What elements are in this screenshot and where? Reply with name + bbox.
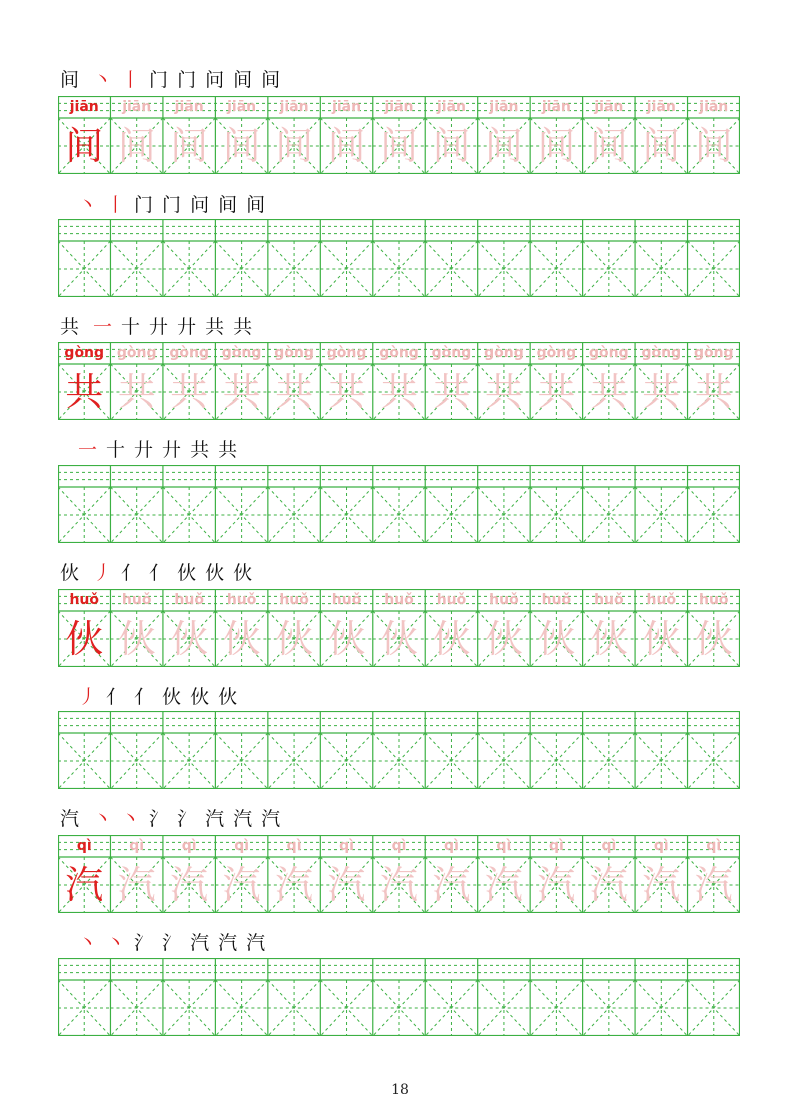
pinyin-trace: huǒ bbox=[331, 592, 362, 608]
stroke-step: 丨 bbox=[121, 69, 141, 91]
trace-character[interactable]: 间 bbox=[484, 124, 523, 168]
pinyin-trace: gòng bbox=[536, 345, 577, 361]
stroke-step: 廾 bbox=[149, 316, 169, 338]
trace-character[interactable]: 伙 bbox=[170, 617, 209, 661]
pinyin-trace: jiān bbox=[384, 99, 414, 115]
stroke-step: 汽 bbox=[205, 808, 225, 830]
stroke-step: 廾 bbox=[177, 316, 197, 338]
stroke-step: 丶 bbox=[78, 932, 98, 954]
stroke-step: 氵 bbox=[177, 808, 197, 830]
stroke-step: 伙 bbox=[177, 562, 197, 584]
trace-character[interactable]: 汽 bbox=[170, 863, 209, 907]
trace-character[interactable]: 汽 bbox=[432, 863, 471, 907]
pinyin-trace: huǒ bbox=[646, 592, 677, 608]
pinyin-trace: gòng bbox=[589, 345, 629, 361]
stroke-step: 间 bbox=[218, 194, 238, 216]
trace-character[interactable]: 伙 bbox=[222, 617, 261, 661]
pinyin-trace: qì bbox=[548, 838, 564, 854]
model-character: 汽 bbox=[65, 863, 104, 907]
pinyin-trace: huǒ bbox=[384, 592, 414, 608]
stroke-step: 亻 bbox=[134, 686, 154, 708]
pinyin-trace: gòng bbox=[641, 345, 682, 361]
stroke-step: 氵 bbox=[134, 932, 154, 954]
trace-character[interactable]: 共 bbox=[117, 370, 156, 414]
stroke-step: 廾 bbox=[134, 439, 154, 461]
stroke-step: 丨 bbox=[106, 194, 126, 216]
stroke-step: 丶 bbox=[78, 194, 98, 216]
trace-character[interactable]: 共 bbox=[170, 370, 209, 414]
pinyin-trace: gòng bbox=[326, 345, 367, 361]
trace-character[interactable]: 汽 bbox=[380, 863, 419, 907]
pinyin-trace: qì bbox=[653, 838, 669, 854]
trace-character[interactable]: 间 bbox=[327, 124, 366, 168]
stroke-step: 丶 bbox=[121, 808, 141, 830]
pinyin-trace: huǒ bbox=[121, 592, 152, 608]
pinyin-trace: qì bbox=[706, 838, 722, 854]
trace-character[interactable]: 间 bbox=[589, 124, 628, 168]
pinyin-trace: gòng bbox=[484, 345, 524, 361]
trace-character[interactable]: 伙 bbox=[642, 617, 681, 661]
trace-character[interactable]: 共 bbox=[537, 370, 576, 414]
pinyin-label: gòng bbox=[64, 345, 105, 361]
stroke-step: 伙 bbox=[162, 686, 182, 708]
pinyin-trace: qì bbox=[339, 838, 354, 854]
pinyin-trace: jiān bbox=[489, 99, 519, 115]
pinyin-trace: jiān bbox=[594, 99, 624, 115]
stroke-step: 氵 bbox=[149, 808, 169, 830]
trace-character[interactable]: 间 bbox=[380, 124, 419, 168]
pinyin-trace: gòng bbox=[116, 345, 157, 361]
trace-character[interactable]: 汽 bbox=[642, 863, 681, 907]
pinyin-trace: jiān bbox=[122, 99, 152, 115]
stroke-step: 伙 bbox=[218, 686, 238, 708]
trace-character[interactable]: 间 bbox=[117, 124, 156, 168]
trace-character[interactable]: 间 bbox=[275, 124, 314, 168]
pinyin-trace: gòng bbox=[221, 345, 262, 361]
pinyin-label: huǒ bbox=[69, 592, 100, 608]
stroke-step: 廾 bbox=[162, 439, 182, 461]
pinyin-trace: jiān bbox=[541, 99, 571, 115]
stroke-step: 丶 bbox=[93, 808, 113, 830]
stroke-order-row bbox=[60, 683, 246, 709]
pinyin-trace: gòng bbox=[274, 345, 314, 361]
practice-grid[interactable] bbox=[58, 589, 740, 667]
stroke-order-row bbox=[60, 191, 274, 217]
pinyin-trace: gòng bbox=[693, 345, 734, 361]
trace-character[interactable]: 汽 bbox=[694, 863, 733, 907]
pinyin-trace: jiān bbox=[699, 99, 729, 115]
stroke-step: 间 bbox=[246, 194, 266, 216]
blank-practice-grid[interactable] bbox=[58, 958, 740, 1036]
pinyin-trace: huǒ bbox=[226, 592, 257, 608]
stroke-order-row bbox=[60, 313, 261, 339]
stroke-order-row bbox=[60, 436, 246, 462]
stroke-step: 亻 bbox=[149, 562, 169, 584]
grid-lines bbox=[58, 711, 740, 789]
grid-lines bbox=[58, 958, 740, 1036]
pinyin-trace: jiān bbox=[174, 99, 204, 115]
stroke-step: 亻 bbox=[121, 562, 141, 584]
trace-character[interactable]: 汽 bbox=[117, 863, 156, 907]
stroke-step: 问 bbox=[205, 69, 225, 91]
model-character: 共 bbox=[65, 370, 104, 414]
pinyin-trace: gòng bbox=[169, 345, 209, 361]
stroke-step: 门 bbox=[177, 69, 197, 91]
stroke-step: 门 bbox=[134, 194, 154, 216]
pinyin-trace: huǒ bbox=[541, 592, 572, 608]
grid-lines bbox=[58, 219, 740, 297]
stroke-step: 门 bbox=[149, 69, 169, 91]
pinyin-trace: qì bbox=[391, 838, 407, 854]
stroke-step: 伙 bbox=[190, 686, 210, 708]
pinyin-trace: qì bbox=[496, 838, 512, 854]
practice-grid[interactable] bbox=[58, 835, 740, 913]
trace-character[interactable]: 共 bbox=[642, 370, 681, 414]
trace-character[interactable]: 伙 bbox=[380, 617, 419, 661]
model-character: 间 bbox=[65, 124, 104, 168]
pinyin-trace: huǒ bbox=[489, 592, 519, 608]
stroke-step: 亻 bbox=[106, 686, 126, 708]
stroke-step: 氵 bbox=[162, 932, 182, 954]
trace-character[interactable]: 伙 bbox=[694, 617, 733, 661]
trace-character[interactable]: 共 bbox=[432, 370, 471, 414]
practice-grid[interactable] bbox=[58, 96, 740, 174]
stroke-step: 汽 bbox=[246, 932, 266, 954]
trace-character[interactable]: 汽 bbox=[484, 863, 523, 907]
page-number: 18 bbox=[391, 1082, 409, 1098]
stroke-step: 十 bbox=[121, 316, 141, 338]
trace-character[interactable]: 伙 bbox=[327, 617, 366, 661]
pinyin-trace: qì bbox=[234, 838, 250, 854]
practice-grid[interactable] bbox=[58, 342, 740, 420]
trace-character[interactable]: 伙 bbox=[537, 617, 576, 661]
trace-character[interactable]: 共 bbox=[327, 370, 366, 414]
blank-practice-grid[interactable] bbox=[58, 219, 740, 297]
pinyin-trace: qì bbox=[181, 838, 197, 854]
pinyin-trace: huǒ bbox=[279, 592, 309, 608]
trace-character[interactable]: 汽 bbox=[275, 863, 314, 907]
stroke-step: 门 bbox=[162, 194, 182, 216]
stroke-step: 汽 bbox=[190, 932, 210, 954]
pinyin-trace: huǒ bbox=[594, 592, 624, 608]
stroke-step: 问 bbox=[190, 194, 210, 216]
trace-character[interactable]: 共 bbox=[380, 370, 419, 414]
character-label: 伙 bbox=[60, 562, 80, 584]
trace-character[interactable]: 共 bbox=[222, 370, 261, 414]
pinyin-trace: qì bbox=[601, 838, 617, 854]
trace-character[interactable]: 共 bbox=[484, 370, 523, 414]
pinyin-trace: jiān bbox=[279, 99, 309, 115]
stroke-step: 一 bbox=[93, 316, 113, 338]
stroke-step: 丿 bbox=[78, 686, 98, 708]
stroke-order-row bbox=[60, 929, 274, 955]
trace-character[interactable]: 伙 bbox=[275, 617, 314, 661]
character-label: 汽 bbox=[60, 808, 80, 830]
trace-character[interactable]: 间 bbox=[694, 124, 733, 168]
stroke-step: 间 bbox=[233, 69, 253, 91]
character-label: 间 bbox=[60, 69, 80, 91]
stroke-step: 共 bbox=[218, 439, 238, 461]
stroke-step: 伙 bbox=[233, 562, 253, 584]
pinyin-trace: gòng bbox=[431, 345, 472, 361]
stroke-step: 共 bbox=[205, 316, 225, 338]
pinyin-trace: jiān bbox=[436, 99, 466, 115]
stroke-step: 十 bbox=[106, 439, 126, 461]
pinyin-trace: gòng bbox=[379, 345, 419, 361]
trace-character[interactable]: 间 bbox=[170, 124, 209, 168]
stroke-step: 间 bbox=[261, 69, 281, 91]
pinyin-trace: huǒ bbox=[699, 592, 729, 608]
trace-character[interactable]: 间 bbox=[537, 124, 576, 168]
trace-character[interactable]: 汽 bbox=[589, 863, 628, 907]
trace-character[interactable]: 间 bbox=[642, 124, 681, 168]
pinyin-trace: huǒ bbox=[174, 592, 204, 608]
stroke-step: 汽 bbox=[261, 808, 281, 830]
pinyin-trace: qì bbox=[444, 838, 459, 854]
trace-character[interactable]: 伙 bbox=[117, 617, 156, 661]
trace-character[interactable]: 汽 bbox=[222, 863, 261, 907]
trace-character[interactable]: 共 bbox=[275, 370, 314, 414]
pinyin-label: jiān bbox=[69, 99, 99, 115]
stroke-order-row bbox=[60, 66, 289, 92]
trace-character[interactable]: 间 bbox=[222, 124, 261, 168]
stroke-step: 共 bbox=[190, 439, 210, 461]
stroke-step: 一 bbox=[78, 439, 98, 461]
trace-character[interactable]: 伙 bbox=[432, 617, 471, 661]
trace-character[interactable]: 伙 bbox=[484, 617, 523, 661]
stroke-order-row bbox=[60, 559, 261, 585]
stroke-step: 汽 bbox=[233, 808, 253, 830]
character-label: 共 bbox=[60, 316, 80, 338]
trace-character[interactable]: 共 bbox=[694, 370, 733, 414]
pinyin-trace: qì bbox=[286, 838, 302, 854]
stroke-step: 共 bbox=[233, 316, 253, 338]
trace-character[interactable]: 汽 bbox=[327, 863, 366, 907]
model-character: 伙 bbox=[65, 617, 104, 661]
trace-character[interactable]: 伙 bbox=[589, 617, 628, 661]
trace-character[interactable]: 间 bbox=[432, 124, 471, 168]
stroke-step: 伙 bbox=[205, 562, 225, 584]
stroke-step: 丶 bbox=[93, 69, 113, 91]
trace-character[interactable]: 汽 bbox=[537, 863, 576, 907]
grid-lines bbox=[58, 465, 740, 543]
trace-character[interactable]: 共 bbox=[589, 370, 628, 414]
pinyin-trace: jiān bbox=[227, 99, 257, 115]
pinyin-label: qì bbox=[76, 838, 92, 854]
blank-practice-grid[interactable] bbox=[58, 711, 740, 789]
pinyin-trace: huǒ bbox=[436, 592, 467, 608]
stroke-step: 汽 bbox=[218, 932, 238, 954]
stroke-step: 丶 bbox=[106, 932, 126, 954]
stroke-step: 丿 bbox=[93, 562, 113, 584]
blank-practice-grid[interactable] bbox=[58, 465, 740, 543]
pinyin-trace: jiān bbox=[646, 99, 676, 115]
pinyin-trace: qì bbox=[129, 838, 145, 854]
stroke-order-row bbox=[60, 805, 289, 831]
pinyin-trace: jiān bbox=[332, 99, 362, 115]
